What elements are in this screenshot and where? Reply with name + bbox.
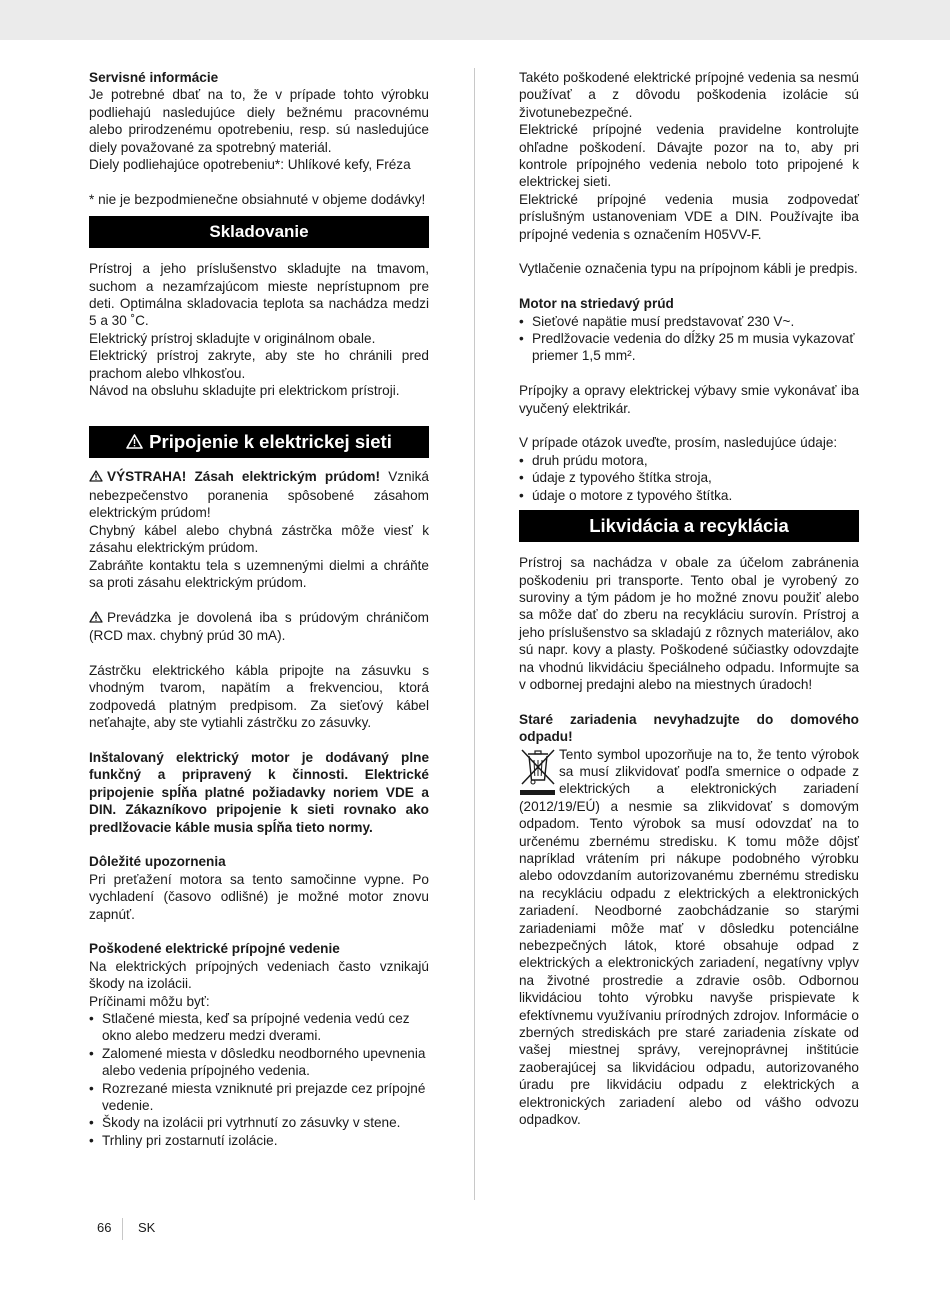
list-item: • Predlžovacie vedenia do dĺžky 25 m musia vykazovať priemer 1,5 mm². — [519, 330, 859, 365]
left-column — [89, 69, 429, 1149]
right-column — [519, 69, 859, 1128]
list-item: • Škody na izolácii pri vytrhnutí zo zásuvky v stene. — [89, 1114, 429, 1131]
storage-p1: Prístroj a jeho príslušenstvo skladujte na tmavom, suchom a nezamŕzajúcom mieste neprístupnom pre deti. Optimálna skladovacia teplota sa nachádza medzi 5 a 30 ˚C. — [89, 261, 429, 329]
top-bar — [0, 0, 950, 40]
right-p3: Elektrické prípojné vedenia musia zodpovedať príslušným ustanoveniam VDE a DIN. Používajte iba prípojné vedenia s označením H05VV-F. — [519, 191, 859, 242]
notes-text: Pri preťažení motora sa tento samočinne vypne. Po vychladení (časovo odlišné) je možné motor znovu zapnúť. — [89, 871, 429, 922]
disposal-banner — [519, 510, 859, 542]
causes-list — [89, 1010, 429, 1149]
list-item: • údaje z typového štítka stroja, — [519, 469, 859, 486]
weee-text: Tento symbol upozorňuje na to, že tento výrobok sa musí zlikvidovať podľa smernice o odpade z elektrických a elektronických zariadení (2012/19/EÚ) a nesmie sa zlikvidovať s domovým odpadom. Tento výrobok sa musí odovzdať na to určenému zbernému stredisku. K tomu môže dôjsť napríklad vrátením pri nákupe podobného výrobku alebo odovzdaním autorizovanému zbernému stredisku na recykláciu odpadu z elektrických a elektronických zariadení. Neodborné zaobchádzanie so starými zariadeniami môže mať v dôsledku potenciálne nebezpečných látok, ktoré obsahuje odpad z elektrických a elektronických zariadení, negatívny vplyv na životné prostredie a zdravie osôb. Odbornou likvidáciou tohto výrobku navyše prispievate k efektívnemu využívaniu prírodných zdrojov. Informácie o zberných strediskách pre staré zariadenia získate od vašej miestnej správy, verejnoprávnej inštitúcie zaoberajúcej sa likvidáciou odpadu, autorizovaného úradu pre likvidáciu odpadu z elektrických a elektronických zariadení alebo od vášho odvozu odpadkov. — [519, 746, 859, 1128]
warning-triangle-icon — [89, 469, 103, 486]
list-item: • údaje o motore z typového štítka. — [519, 487, 859, 504]
warn-p3: Zabráňte kontaktu tela s uzemnenými dielmi a chráňte sa proti zásahu elektrickým prúdom. — [89, 557, 429, 590]
connection-title: Pripojenie k elektrickej sieti — [149, 431, 392, 453]
ac-motor-list — [519, 313, 859, 365]
wear-parts: Diely podliehajúce opotrebeniu*: Uhlíkové kefy, Fréza — [89, 157, 411, 173]
rcd-paragraph — [89, 609, 429, 645]
footnote: * nie je bezpodmienečne obsiahnuté v objeme dodávky! — [89, 191, 426, 207]
warning-text: Vzniká nebezpečenstvo poranenia spôsobené zásahom elektrickým prúdom! — [89, 469, 429, 521]
list-item: • Rozrezané miesta vzniknuté pri prejazde cez prípojné vedenie. — [89, 1080, 429, 1115]
language-code: SK — [138, 1220, 156, 1235]
storage-banner — [89, 216, 429, 248]
old-devices-heading: Staré zariadenia nevyhadzujte do domového odpadu! — [519, 711, 859, 745]
damaged-heading: Poškodené elektrické prípojné vedenie — [89, 941, 340, 957]
footer-divider — [122, 1218, 123, 1240]
storage-p2: Elektrický prístroj skladujte v originálnom obale. — [89, 330, 376, 346]
warning-paragraph — [89, 468, 429, 521]
storage-title: Skladovanie — [209, 222, 309, 242]
right-p6: V prípade otázok uveďte, prosím, nasledujúce údaje: — [519, 435, 838, 451]
list-item: • Zalomené miesta v dôsledku neodborného upevnenia alebo vedenia prípojného vedenia. — [89, 1045, 429, 1080]
motor-bold-text: Inštalovaný elektrický motor je dodávaný plne funkčný a pripravený k činnosti. Elektrické pripojenie spĺňa platné požiadavky noriem VDE a DIN. Zákazníkovo pripojenie k sieti rovnako ako predlžovacie káble musia spĺňa tieto normy. — [89, 749, 429, 835]
list-item: • druh prúdu motora, — [519, 452, 859, 469]
disposal-text: Prístroj sa nachádza v obale za účelom zabránenia poškodeniu pri transporte. Tento obal je vyrobený zo suroviny a tým pádom je ho možné znovu použiť alebo sa môže dať do zberu na recykláciu surovín. Prístroj a jeho príslušenstvo sa skladajú z rôznych materiálov, ako sú napr. kovy a plasty. Poškodené súčiastky odovzdajte na vhodnú likvidáciu špeciálneho odpadu. Informujte sa v odbornej predajni alebo na miestnych úradoch! — [519, 555, 859, 692]
notes-heading: Dôležité upozornenia — [89, 854, 226, 870]
service-heading: Servisné informácie — [89, 70, 219, 85]
connection-banner — [89, 426, 429, 458]
plug-text: Zástrčku elektrického kábla pripojte na zásuvku s vhodným tvarom, napätím a frekvenciou, ktorá zodpovedá platným predpisom. Za sieťový kábel neťahajte, aby ste vytiahli zástrčku zo zásuvky. — [89, 662, 429, 731]
warning-triangle-icon — [126, 427, 143, 459]
weee-block — [519, 746, 859, 1129]
rcd-text: Prevádzka je dovolená iba s prúdovým chráničom (RCD max. chybný prúd 30 mA). — [89, 609, 429, 644]
warning-bold: VÝSTRAHA! Zásah elektrickým prúdom! — [107, 469, 381, 485]
list-item: • Trhliny pri zostarnutí izolácie. — [89, 1132, 429, 1149]
disposal-title: Likvidácia a recyklácia — [589, 515, 789, 537]
ac-motor-heading: Motor na striedavý prúd — [519, 296, 674, 312]
crossed-out-bin-icon — [519, 746, 557, 798]
warning-triangle-icon — [89, 610, 103, 627]
list-item: • Sieťové napätie musí predstavovať 230 V~. — [519, 313, 859, 330]
storage-p3: Elektrický prístroj zakryte, aby ste ho chránili pred prachom alebo vlhkosťou. — [89, 348, 429, 381]
right-p1: Takéto poškodené elektrické prípojné vedenia sa nesmú používať a z dôvodu poškodenia izolácie sú životunebezpečné. — [519, 70, 859, 120]
info-list — [519, 452, 859, 504]
right-p2: Elektrické prípojné vedenia pravidelne kontrolujte ohľadne poškodení. Dávajte pozor na to, aby pri kontrole prípojného vedenia nebolo toto pripojené k elektrickej sieti. — [519, 122, 859, 190]
right-p4: Vytlačenie označenia typu na prípojnom kábli je predpis. — [519, 261, 858, 277]
list-item: • Stlačené miesta, keď sa prípojné vedenia vedú cez okno alebo medzeru medzi dverami. — [89, 1010, 429, 1045]
service-text: Je potrebné dbať na to, že v prípade tohto výrobku podliehajú nasledujúce diely bežnému pracovnému alebo prirodzenému opotrebeniu, resp. sú nasledujúce diely považované za spotrebný materiál. — [89, 87, 429, 155]
damaged-text: Na elektrických prípojných vedeniach často vznikajú škody na izolácii. — [89, 958, 429, 992]
page-number: 66 — [97, 1220, 112, 1235]
warn-p2: Chybný kábel alebo chybná zástrčka môže viesť k zásahu elektrickým prúdom. — [89, 522, 429, 556]
storage-p4: Návod na obsluhu skladujte pri elektrickom prístroji. — [89, 383, 400, 399]
causes-label: Príčinami môžu byť: — [89, 993, 210, 1009]
right-p5: Prípojky a opravy elektrickej výbavy smie vykonávať iba vyučený elektrikár. — [519, 383, 859, 416]
column-divider — [474, 68, 475, 1200]
